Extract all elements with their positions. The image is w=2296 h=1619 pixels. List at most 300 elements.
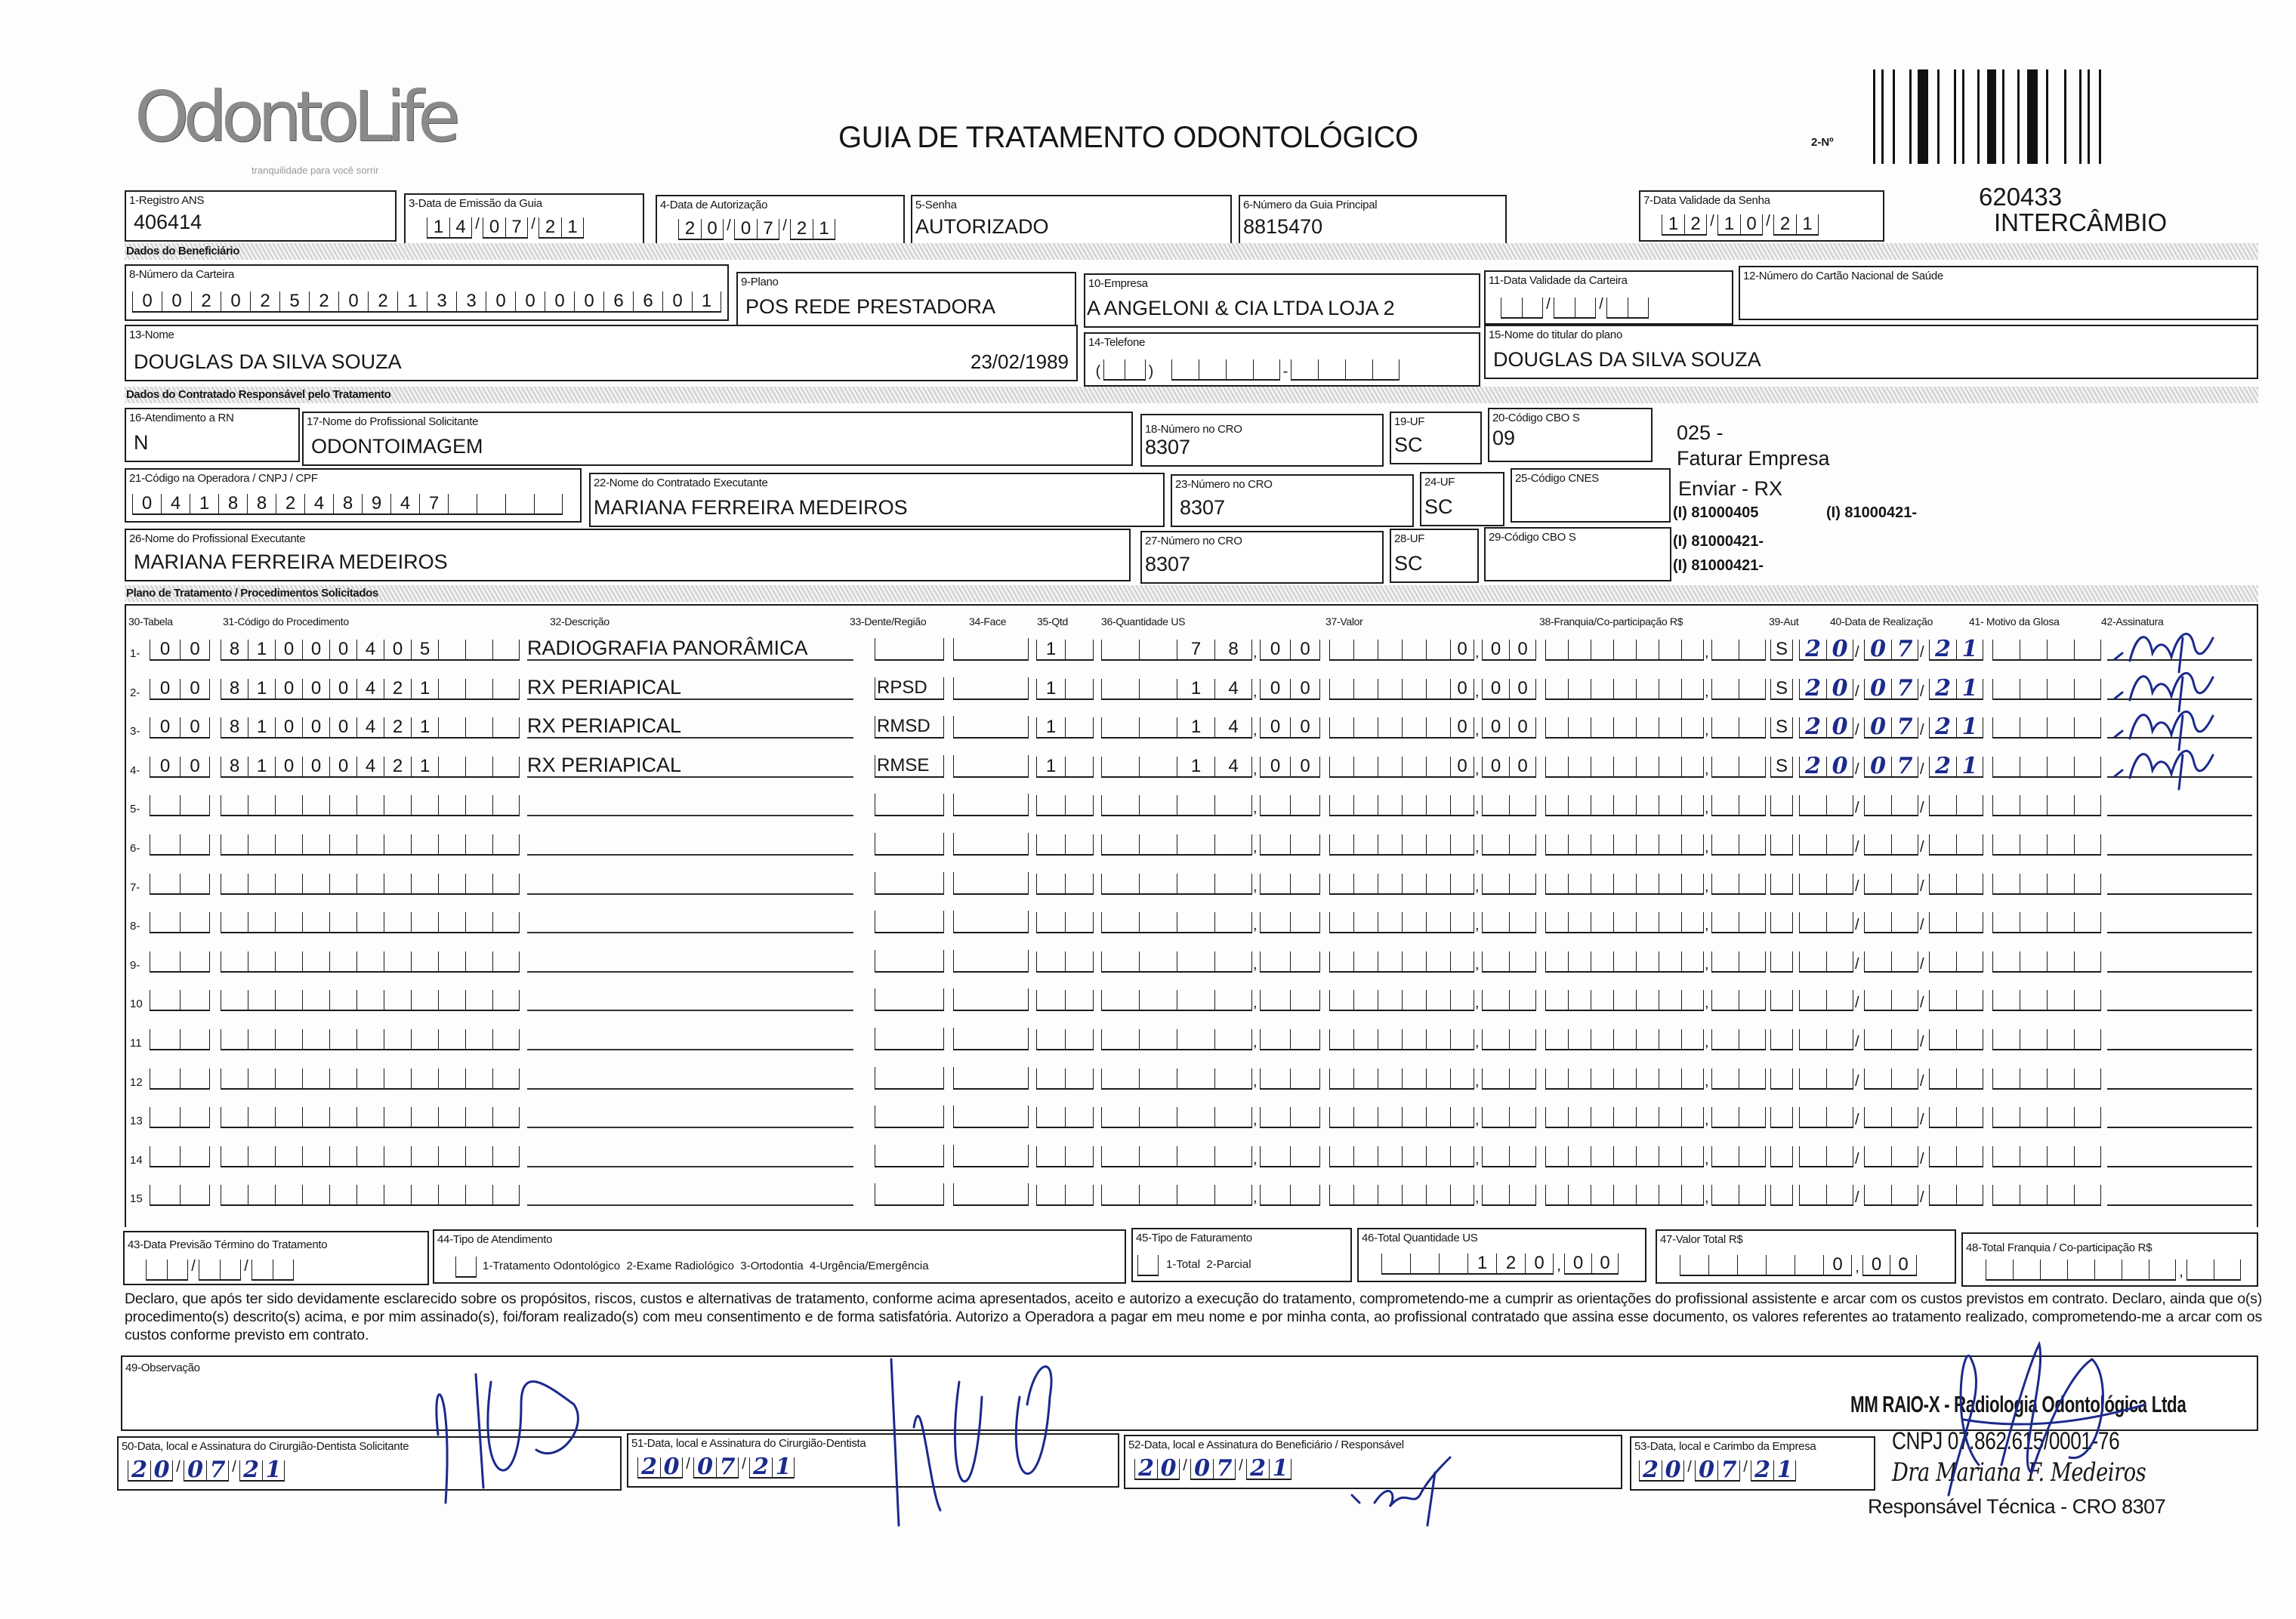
face-field[interactable]: [953, 833, 1029, 856]
empresa-value[interactable]: A ANGELONI & CIA LTDA LOJA 2: [1087, 297, 1395, 319]
valor-int-cells[interactable]: [1329, 677, 1474, 700]
qtd-us-dec-cells[interactable]: [1260, 833, 1320, 856]
qtd-us-dec-cells[interactable]: [1260, 638, 1320, 661]
glosa-cells[interactable]: [1992, 1028, 2101, 1050]
qtd-us-int-cells[interactable]: [1101, 677, 1252, 700]
franquia-int-cells[interactable]: [1545, 638, 1704, 661]
valor-dec-cells[interactable]: [1482, 1106, 1536, 1128]
data-ano-cells[interactable]: [1929, 833, 1983, 856]
registro-ans-value[interactable]: 406414: [134, 211, 202, 233]
tabela-cells[interactable]: [150, 833, 210, 856]
cell-group[interactable]: [637, 1456, 683, 1479]
qtd-us-int-cells[interactable]: [1101, 638, 1252, 661]
qtd-us-int-cells[interactable]: [1101, 794, 1252, 816]
profissional-solicitante-value[interactable]: ODONTOIMAGEM: [311, 435, 483, 458]
dente-field[interactable]: [875, 1183, 944, 1206]
cell-group[interactable]: [1639, 1459, 1684, 1482]
tabela-cells[interactable]: [150, 911, 210, 933]
data-ano-cells[interactable]: [1929, 988, 1983, 1011]
qtd-us-int-cells[interactable]: [1101, 950, 1252, 973]
data-dia-cells[interactable]: [1799, 1106, 1853, 1128]
cell-group[interactable]: [1662, 213, 1707, 236]
tipo-faturamento-input[interactable]: [1137, 1254, 1159, 1276]
data-dia-cells[interactable]: [1799, 1145, 1853, 1167]
qtd-us-int-cells[interactable]: [1101, 1028, 1252, 1050]
qtd-cells[interactable]: [1036, 1145, 1094, 1167]
qtd-us-dec-cells[interactable]: [1260, 755, 1320, 778]
valor-dec-cells[interactable]: [1482, 911, 1536, 933]
data-mes-cells[interactable]: [1864, 638, 1918, 661]
tabela-cells[interactable]: [150, 950, 210, 973]
data-ano-cells[interactable]: [1929, 716, 1983, 739]
franquia-int-cells[interactable]: [1545, 716, 1704, 739]
cell-group[interactable]: [239, 1459, 285, 1482]
data-dia-cells[interactable]: [1799, 752, 1853, 779]
franquia-dec-cells[interactable]: [1711, 1106, 1766, 1128]
valor-int-cells[interactable]: [1329, 833, 1474, 856]
codigo-cells[interactable]: [221, 716, 520, 739]
cell-group[interactable]: [427, 216, 472, 239]
data-dia-cells[interactable]: [1799, 1067, 1853, 1090]
franquia-int-cells[interactable]: [1545, 833, 1704, 856]
franquia-int-cells[interactable]: [1545, 755, 1704, 778]
tabela-cells[interactable]: [150, 794, 210, 816]
dente-field[interactable]: [875, 638, 944, 661]
total-us-value[interactable]: 1 2 0 , 0 0: [1381, 1252, 1619, 1275]
valor-dec-cells[interactable]: [1482, 1183, 1536, 1206]
valor-int-cells[interactable]: [1329, 950, 1474, 973]
data-mes-cells[interactable]: [1864, 752, 1918, 779]
aut-cells[interactable]: [1770, 1067, 1793, 1090]
qtd-us-dec-cells[interactable]: [1260, 872, 1320, 895]
data-ano-cells[interactable]: [1929, 1067, 1983, 1090]
glosa-cells[interactable]: [1992, 1067, 2101, 1090]
franquia-dec-cells[interactable]: [1711, 716, 1766, 739]
glosa-cells[interactable]: [1992, 988, 2101, 1011]
face-field[interactable]: [953, 1145, 1029, 1167]
qtd-us-dec-cells[interactable]: [1260, 794, 1320, 816]
cell-group[interactable]: [1986, 1258, 2176, 1281]
franquia-int-cells[interactable]: [1545, 794, 1704, 816]
descricao-field[interactable]: [527, 831, 853, 856]
face-field[interactable]: [953, 911, 1029, 933]
codigo-cells[interactable]: [221, 755, 520, 778]
qtd-us-int-cells[interactable]: [1101, 833, 1252, 856]
valor-dec-cells[interactable]: [1482, 950, 1536, 973]
franquia-int-cells[interactable]: [1545, 950, 1704, 973]
data-ano-cells[interactable]: [1929, 1106, 1983, 1128]
tabela-cells[interactable]: [150, 1145, 210, 1167]
codigo-cells[interactable]: [221, 911, 520, 933]
descricao-field[interactable]: [527, 1104, 853, 1128]
cell-group[interactable]: [693, 1456, 739, 1479]
codigo-cells[interactable]: [221, 794, 520, 816]
data-autorizacao-date[interactable]: 2 0 / 0 7 / 2 1: [678, 217, 835, 240]
face-field[interactable]: [953, 677, 1029, 700]
franquia-int-cells[interactable]: [1545, 911, 1704, 933]
franquia-int-cells[interactable]: [1545, 1183, 1704, 1206]
dente-field[interactable]: [875, 794, 944, 816]
valor-int-cells[interactable]: [1329, 911, 1474, 933]
qtd-us-dec-cells[interactable]: [1260, 716, 1320, 739]
total-franquia-value[interactable]: ,: [1986, 1258, 2241, 1281]
cell-group[interactable]: [2186, 1258, 2241, 1281]
valor-int-cells[interactable]: [1329, 716, 1474, 739]
valor-int-cells[interactable]: [1329, 794, 1474, 816]
cro-23-value[interactable]: 8307: [1180, 496, 1226, 519]
data-dia-cells[interactable]: [1799, 1183, 1853, 1206]
cell-group[interactable]: [483, 216, 528, 239]
franquia-dec-cells[interactable]: [1711, 794, 1766, 816]
data-mes-cells[interactable]: [1864, 988, 1918, 1011]
codigo-cells[interactable]: [221, 1067, 520, 1090]
glosa-cells[interactable]: [1992, 794, 2101, 816]
dente-field[interactable]: RPSD: [875, 677, 944, 700]
qtd-us-dec-cells[interactable]: [1260, 1028, 1320, 1050]
aut-cells[interactable]: [1770, 1183, 1793, 1206]
codigo-cells[interactable]: [221, 988, 520, 1011]
qtd-cells[interactable]: [1036, 1028, 1094, 1050]
tabela-cells[interactable]: [150, 872, 210, 895]
cell-group[interactable]: [1564, 1252, 1619, 1275]
glosa-cells[interactable]: [1992, 716, 2101, 739]
data-ano-cells[interactable]: [1929, 1183, 1983, 1206]
data-mes-cells[interactable]: [1864, 716, 1918, 739]
tabela-cells[interactable]: [150, 677, 210, 700]
face-field[interactable]: [953, 716, 1029, 739]
valor-dec-cells[interactable]: [1482, 1067, 1536, 1090]
data-dia-cells[interactable]: [1799, 716, 1853, 739]
uf-24-value[interactable]: SC: [1424, 495, 1453, 518]
assinatura-line[interactable]: [2107, 1166, 2252, 1167]
atendimento-rn-value[interactable]: N: [134, 431, 149, 454]
assinatura-line[interactable]: [2107, 776, 2252, 778]
dente-field[interactable]: [875, 1106, 944, 1128]
codigo-cells[interactable]: [221, 1183, 520, 1206]
qtd-cells[interactable]: [1036, 950, 1094, 973]
assinatura-line[interactable]: [2107, 854, 2252, 856]
franquia-dec-cells[interactable]: [1711, 833, 1766, 856]
data-dia-cells[interactable]: [1799, 950, 1853, 973]
cell-group[interactable]: [184, 1459, 229, 1482]
aut-cells[interactable]: [1770, 794, 1793, 816]
face-field[interactable]: [953, 638, 1029, 661]
franquia-int-cells[interactable]: [1545, 677, 1704, 700]
validade-senha-date[interactable]: 1 2 / 1 0 / 2 1: [1662, 213, 1819, 236]
aut-cells[interactable]: [1770, 716, 1793, 739]
codigo-operadora-digits[interactable]: [132, 492, 563, 515]
franquia-dec-cells[interactable]: [1711, 677, 1766, 700]
tipo-atendimento-input[interactable]: [455, 1255, 477, 1278]
dente-field[interactable]: [875, 950, 944, 973]
glosa-cells[interactable]: [1992, 638, 2101, 661]
cell-group[interactable]: [1554, 296, 1596, 319]
data-mes-cells[interactable]: [1864, 794, 1918, 816]
descricao-field[interactable]: [527, 987, 853, 1011]
data-assinatura-beneficiario[interactable]: 2 0 / 0 7 / 2 1: [1134, 1457, 1292, 1480]
cell-group[interactable]: [199, 1258, 241, 1281]
cell-group[interactable]: [790, 217, 835, 240]
valor-int-cells[interactable]: [1329, 1106, 1474, 1128]
uf-28-value[interactable]: SC: [1394, 552, 1423, 575]
face-field[interactable]: [953, 1067, 1029, 1090]
cell-group[interactable]: [1103, 358, 1146, 381]
data-dia-cells[interactable]: [1799, 833, 1853, 856]
qtd-cells[interactable]: [1036, 1067, 1094, 1090]
plano-value[interactable]: POS REDE PRESTADORA: [745, 295, 996, 318]
aut-cells[interactable]: [1770, 1028, 1793, 1050]
cell-group[interactable]: [1381, 1252, 1554, 1275]
data-mes-cells[interactable]: [1864, 833, 1918, 856]
cell-group[interactable]: [1606, 296, 1649, 319]
qtd-us-int-cells[interactable]: [1101, 1106, 1252, 1128]
qtd-us-dec-cells[interactable]: [1260, 1183, 1320, 1206]
franquia-dec-cells[interactable]: [1711, 638, 1766, 661]
codigo-cells[interactable]: [221, 677, 520, 700]
qtd-cells[interactable]: [1036, 794, 1094, 816]
assinatura-line[interactable]: [2107, 659, 2252, 661]
tabela-cells[interactable]: [150, 988, 210, 1011]
franquia-dec-cells[interactable]: [1711, 1028, 1766, 1050]
valor-dec-cells[interactable]: [1482, 638, 1536, 661]
codigo-cells[interactable]: [221, 638, 520, 661]
aut-cells[interactable]: [1770, 677, 1793, 700]
data-assinatura-dentista[interactable]: 2 0 / 0 7 / 2 1: [637, 1456, 795, 1479]
valor-dec-cells[interactable]: [1482, 755, 1536, 778]
valor-int-cells[interactable]: [1329, 988, 1474, 1011]
data-mes-cells[interactable]: [1864, 1145, 1918, 1167]
validade-carteira-date[interactable]: / /: [1501, 296, 1649, 319]
codigo-cells[interactable]: [221, 872, 520, 895]
glosa-cells[interactable]: [1992, 833, 2101, 856]
data-dia-cells[interactable]: [1799, 1028, 1853, 1050]
glosa-cells[interactable]: [1992, 677, 2101, 700]
face-field[interactable]: [953, 1028, 1029, 1050]
descricao-field[interactable]: [527, 792, 853, 816]
data-dia-cells[interactable]: [1799, 872, 1853, 895]
aut-cells[interactable]: [1770, 755, 1793, 778]
previsao-termino-date[interactable]: / /: [146, 1258, 294, 1281]
qtd-us-dec-cells[interactable]: [1260, 1067, 1320, 1090]
assinatura-line[interactable]: [2107, 1010, 2252, 1011]
cell-group[interactable]: [128, 1459, 173, 1482]
aut-cells[interactable]: [1770, 872, 1793, 895]
data-mes-cells[interactable]: [1864, 950, 1918, 973]
data-ano-cells[interactable]: [1929, 752, 1983, 779]
dente-field[interactable]: [875, 1145, 944, 1167]
qtd-us-int-cells[interactable]: [1101, 911, 1252, 933]
data-mes-cells[interactable]: [1864, 674, 1918, 702]
uf-19-value[interactable]: SC: [1394, 433, 1423, 456]
glosa-cells[interactable]: [1992, 1145, 2101, 1167]
titular-value[interactable]: DOUGLAS DA SILVA SOUZA: [1493, 348, 1761, 371]
franquia-dec-cells[interactable]: [1711, 911, 1766, 933]
dente-field[interactable]: [875, 988, 944, 1011]
valor-total-value[interactable]: 0 , 0 0: [1680, 1254, 1917, 1276]
descricao-field[interactable]: [527, 1026, 853, 1050]
descricao-field[interactable]: RX PERIAPICAL: [527, 714, 853, 739]
qtd-cells[interactable]: [1036, 755, 1094, 778]
aut-cells[interactable]: [1770, 911, 1793, 933]
aut-cells[interactable]: [1770, 988, 1793, 1011]
aut-cells[interactable]: [1770, 950, 1793, 973]
qtd-us-dec-cells[interactable]: [1260, 1106, 1320, 1128]
descricao-field[interactable]: [527, 1182, 853, 1206]
data-dia-cells[interactable]: [1799, 911, 1853, 933]
aut-cells[interactable]: [1770, 833, 1793, 856]
glosa-cells[interactable]: [1992, 1183, 2101, 1206]
franquia-int-cells[interactable]: [1545, 1145, 1704, 1167]
valor-dec-cells[interactable]: [1482, 833, 1536, 856]
cell-group[interactable]: [252, 1258, 294, 1281]
assinatura-line[interactable]: [2107, 737, 2252, 739]
data-mes-cells[interactable]: [1864, 872, 1918, 895]
codigo-cells[interactable]: [221, 833, 520, 856]
data-ano-cells[interactable]: [1929, 1028, 1983, 1050]
assinatura-line[interactable]: [2107, 698, 2252, 700]
valor-dec-cells[interactable]: [1482, 872, 1536, 895]
cell-group[interactable]: [1134, 1457, 1180, 1480]
data-mes-cells[interactable]: [1864, 1106, 1918, 1128]
cell-group[interactable]: [734, 217, 779, 240]
cro-27-value[interactable]: 8307: [1145, 553, 1191, 575]
assinatura-line[interactable]: [2107, 1088, 2252, 1090]
valor-int-cells[interactable]: [1329, 872, 1474, 895]
assinatura-line[interactable]: [2107, 932, 2252, 933]
franquia-dec-cells[interactable]: [1711, 988, 1766, 1011]
codigo-cells[interactable]: [221, 1028, 520, 1050]
cell-group[interactable]: [1862, 1254, 1917, 1276]
contratado-executante-value[interactable]: MARIANA FERREIRA MEDEIROS: [594, 496, 908, 519]
qtd-us-int-cells[interactable]: [1101, 716, 1252, 739]
qtd-us-dec-cells[interactable]: [1260, 677, 1320, 700]
tabela-cells[interactable]: [150, 716, 210, 739]
cell-group[interactable]: [1773, 213, 1819, 236]
cell-group[interactable]: [1291, 358, 1400, 381]
qtd-cells[interactable]: [1036, 1106, 1094, 1128]
franquia-int-cells[interactable]: [1545, 988, 1704, 1011]
carteira-digits[interactable]: [132, 290, 721, 313]
descricao-field[interactable]: RX PERIAPICAL: [527, 676, 853, 700]
franquia-dec-cells[interactable]: [1711, 1145, 1766, 1167]
qtd-cells[interactable]: [1036, 638, 1094, 661]
data-mes-cells[interactable]: [1864, 1183, 1918, 1206]
data-ano-cells[interactable]: [1929, 674, 1983, 702]
franquia-int-cells[interactable]: [1545, 1106, 1704, 1128]
descricao-field[interactable]: [527, 1143, 853, 1167]
data-dia-cells[interactable]: [1799, 794, 1853, 816]
tabela-cells[interactable]: [150, 1028, 210, 1050]
valor-int-cells[interactable]: [1329, 1145, 1474, 1167]
valor-int-cells[interactable]: [1329, 1183, 1474, 1206]
cell-group[interactable]: [749, 1456, 795, 1479]
codigo-cells[interactable]: [221, 1145, 520, 1167]
data-emissao-date[interactable]: 1 4 / 0 7 / 2 1: [427, 216, 584, 239]
valor-dec-cells[interactable]: [1482, 1028, 1536, 1050]
tabela-cells[interactable]: [150, 1183, 210, 1206]
data-mes-cells[interactable]: [1864, 1028, 1918, 1050]
glosa-cells[interactable]: [1992, 950, 2101, 973]
franquia-dec-cells[interactable]: [1711, 1183, 1766, 1206]
glosa-cells[interactable]: [1992, 872, 2101, 895]
descricao-field[interactable]: RADIOGRAFIA PANORÂMICA: [527, 637, 853, 661]
senha-value[interactable]: AUTORIZADO: [915, 215, 1049, 238]
dente-field[interactable]: [875, 872, 944, 895]
dente-field[interactable]: [875, 1028, 944, 1050]
assinatura-line[interactable]: [2107, 1127, 2252, 1128]
data-assinatura-solicitante[interactable]: 2 0 / 0 7 / 2 1: [128, 1459, 285, 1482]
nome-value[interactable]: DOUGLAS DA SILVA SOUZA: [134, 350, 402, 373]
glosa-cells[interactable]: [1992, 911, 2101, 933]
data-mes-cells[interactable]: [1864, 911, 1918, 933]
franquia-dec-cells[interactable]: [1711, 755, 1766, 778]
profissional-executante-value[interactable]: MARIANA FERREIRA MEDEIROS: [134, 550, 448, 573]
data-dia-cells[interactable]: [1799, 674, 1853, 702]
data-dia-cells[interactable]: [1799, 638, 1853, 661]
dente-field[interactable]: [875, 833, 944, 856]
cell-group[interactable]: [1190, 1457, 1236, 1480]
valor-dec-cells[interactable]: [1482, 677, 1536, 700]
cell-group[interactable]: [1695, 1459, 1740, 1482]
valor-dec-cells[interactable]: [1482, 988, 1536, 1011]
face-field[interactable]: [953, 872, 1029, 895]
data-dia-cells[interactable]: [1799, 988, 1853, 1011]
valor-int-cells[interactable]: [1329, 755, 1474, 778]
dente-field[interactable]: [875, 1067, 944, 1090]
codigo-cells[interactable]: [221, 1106, 520, 1128]
cell-group[interactable]: [678, 217, 724, 240]
qtd-cells[interactable]: [1036, 833, 1094, 856]
franquia-dec-cells[interactable]: [1711, 872, 1766, 895]
valor-int-cells[interactable]: [1329, 638, 1474, 661]
aut-cells[interactable]: [1770, 638, 1793, 661]
cell-group[interactable]: [1680, 1254, 1852, 1276]
cell-group[interactable]: [539, 216, 584, 239]
data-carimbo-empresa[interactable]: 2 0 / 0 7 / 2 1: [1639, 1459, 1796, 1482]
birth-date-value[interactable]: 23/02/1989: [970, 350, 1069, 373]
cro-18-value[interactable]: 8307: [1145, 436, 1191, 458]
franquia-int-cells[interactable]: [1545, 872, 1704, 895]
qtd-cells[interactable]: [1036, 1183, 1094, 1206]
tabela-cells[interactable]: [150, 1067, 210, 1090]
cell-group[interactable]: [1501, 296, 1543, 319]
telefone-input[interactable]: ( ) -: [1093, 358, 1400, 381]
descricao-field[interactable]: [527, 1065, 853, 1090]
qtd-us-int-cells[interactable]: [1101, 988, 1252, 1011]
qtd-cells[interactable]: [1036, 677, 1094, 700]
glosa-cells[interactable]: [1992, 755, 2101, 778]
assinatura-line[interactable]: [2107, 815, 2252, 816]
face-field[interactable]: [953, 1106, 1029, 1128]
guia-principal-value[interactable]: 8815470: [1243, 215, 1323, 238]
aut-cells[interactable]: [1770, 1106, 1793, 1128]
cbo-20-value[interactable]: 09: [1492, 427, 1516, 449]
dente-field[interactable]: RMSD: [875, 716, 944, 739]
qtd-us-dec-cells[interactable]: [1260, 988, 1320, 1011]
qtd-cells[interactable]: [1036, 911, 1094, 933]
franquia-int-cells[interactable]: [1545, 1028, 1704, 1050]
qtd-cells[interactable]: [1036, 872, 1094, 895]
descricao-field[interactable]: [527, 948, 853, 973]
dente-field[interactable]: RMSE: [875, 755, 944, 778]
face-field[interactable]: [953, 755, 1029, 778]
valor-dec-cells[interactable]: [1482, 1145, 1536, 1167]
data-ano-cells[interactable]: [1929, 794, 1983, 816]
assinatura-line[interactable]: [2107, 893, 2252, 895]
qtd-us-int-cells[interactable]: [1101, 872, 1252, 895]
cell-group[interactable]: [146, 1258, 188, 1281]
qtd-us-int-cells[interactable]: [1101, 755, 1252, 778]
